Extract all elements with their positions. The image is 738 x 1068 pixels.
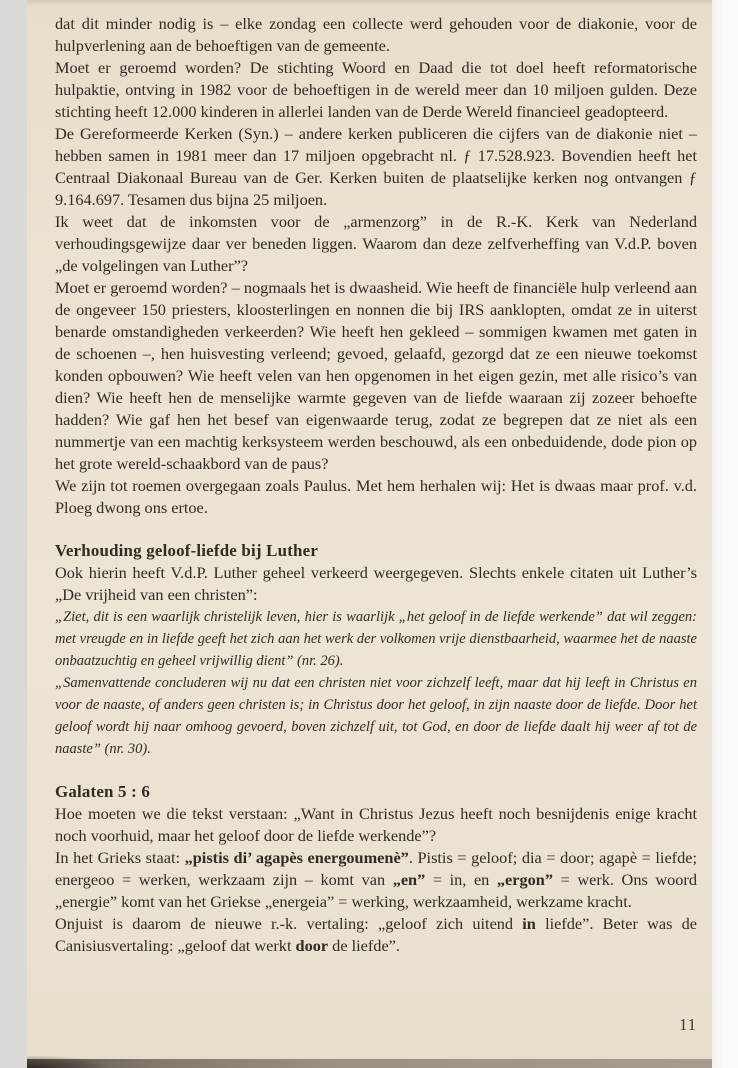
text-run: „Samenvattende concluderen wij nu dat een christen niet voor zichzelf leeft, maar dat hij leeft in Christus en voor de naaste, of anders geen christen is; in Christus door het geloof, in zijn naaste door de liefde. Door het geloof wordt hij naar omhoog gevoerd, boven zichzelf uit, tot God, en door de liefde daalt hij weer af tot de naaste” (nr. 30).: [55, 675, 697, 757]
text-run: dat dit minder nodig is – elke zondag een collecte werd gehouden voor de diakonie, voor de hulpverlening aan de behoeftigen van de gemeente.: [55, 14, 697, 55]
bold-text-run: „pistis di’ agapès energoumenè”: [184, 848, 409, 867]
text-run: Galaten 5 : 6: [55, 782, 151, 801]
bold-text-run: in: [522, 914, 536, 933]
text-run: de liefde”.: [328, 936, 400, 955]
text-run: Onjuist is daarom de nieuwe r.-k. vertaling: „geloof zich uitend: [55, 914, 523, 933]
text-run: . Pistis = geloof; dia = door; agapè = liefde; energeoo = werken, werkzaam zijn – komt van: [55, 848, 697, 889]
page-bottom-shadow: [27, 1059, 712, 1068]
page-number: 11: [679, 1015, 697, 1034]
text-run: Ik weet dat de inkomsten voor de „armenzorg” in de R.-K. Kerk van Nederland verhoudingsgewijze daar ver beneden liggen. Waarom dan deze zelfverheffing van V.d.P. boven „de volgelingen van Luther”?: [55, 212, 697, 275]
text-run: Verhouding geloof-liefde bij Luther: [55, 541, 319, 560]
body-paragraph: [55, 803, 697, 847]
text-run: Ook hierin heeft V.d.P. Luther geheel verkeerd weergegeven. Slechts enkele citaten uit Luther’s „De vrijheid van een christen”:: [55, 563, 697, 604]
text-run: = in, en: [425, 870, 497, 889]
body-paragraph: [55, 211, 697, 277]
text-run: Moet er geroemd worden? – nogmaals het is dwaasheid. Wie heeft de financiële hulp verleend aan de ongeveer 150 priesters, kloosterlingen en nonnen die bij IRS aanklopten, omdat ze in uiterst benarde omstandigheden verkeerden? Wie heeft hen gekleed – sommigen kwamen met gaten in de schoenen –, hen huisvesting verleend; gevoed, gelaafd, gezorgd dat ze een nieuwe toekomst konden opbouwen? Wie heeft velen van hen opgenomen in het eigen gezin, met alle risico’s van dien? Wie heeft hen de menselijke warmte gegeven van de liefde waaraan zij zozeer behoefte hadden? Wie gaf hen het besef van eigenwaarde terug, zodat ze begrepen dat ze niet als een nummertje van een machtig kerksysteem werden beschouwd, als een onbeduidende, dode pion op het grote wereld-schaakbord van de paus?: [55, 278, 697, 473]
body-paragraph: [55, 13, 697, 57]
section-heading: [55, 781, 697, 803]
quote-paragraph: [55, 606, 697, 672]
text-run: „Ziet, dit is een waarlijk christelijk leven, hier is waarlijk „het geloof in de liefde werkende” dat wil zeggen: met vreugde en in liefde geeft het zich aan het werk der volkomen vrije dienstbaarheid, waarmee het de naaste onbaatzuchtig en geheel vrijwillig dient” (nr. 26).: [55, 609, 697, 669]
quote-paragraph: [55, 672, 697, 760]
text-run: liefde”. Beter was de Canisiusvertaling: „geloof dat werkt: [55, 914, 697, 955]
page-text: [55, 13, 697, 957]
body-paragraph: [55, 847, 697, 913]
body-paragraph: [55, 123, 697, 211]
body-paragraph: [55, 57, 697, 123]
body-paragraph: [55, 562, 697, 606]
page-right-edge: [712, 0, 738, 1068]
text-run: = werk. Ons woord „energie” komt van het Griekse „energeia” = werking, werkzaamheid, werkzame kracht.: [55, 870, 697, 911]
text-run: Moet er geroemd worden? De stichting Woord en Daad die tot doel heeft reformatorische hulpaktie, ontving in 1982 voor de behoeftigen in de wereld meer dan 10 miljoen gulden. Deze stichting heeft 12.000 kinderen in allerlei landen van de Derde Wereld financieel geadopteerd.: [55, 58, 697, 121]
text-run: Hoe moeten we die tekst verstaan: „Want in Christus Jezus heeft noch besnijdenis enige kracht noch voorhuid, maar het geloof door de liefde werkende”?: [55, 804, 697, 845]
text-run: De Gereformeerde Kerken (Syn.) – andere kerken publiceren die cijfers van de diakonie niet – hebben samen in 1981 meer dan 17 miljoen opgebracht nl. ƒ 17.528.923. Bovendien heeft het Centraal Diakonaal Bureau van de Ger. Kerken buiten de plaatselijke kerken nog ontvangen ƒ 9.164.697. Tesamen dus bijna 25 miljoen.: [55, 124, 697, 209]
body-paragraph: [55, 277, 697, 475]
bold-text-run: door: [295, 936, 329, 955]
text-run: We zijn tot roemen overgegaan zoals Paulus. Met hem herhalen wij: Het is dwaas maar prof. v.d. Ploeg dwong ons ertoe.: [55, 476, 697, 517]
body-paragraph: [55, 913, 697, 957]
page-bottom-corner-shadow: [27, 1056, 107, 1068]
bold-text-run: „ergon”: [496, 870, 553, 889]
page-top-edge: [27, 0, 712, 6]
section-heading: [55, 540, 697, 562]
text-run: In het Grieks staat:: [55, 848, 185, 867]
bold-text-run: „en”: [392, 870, 426, 889]
body-paragraph: [55, 475, 697, 519]
